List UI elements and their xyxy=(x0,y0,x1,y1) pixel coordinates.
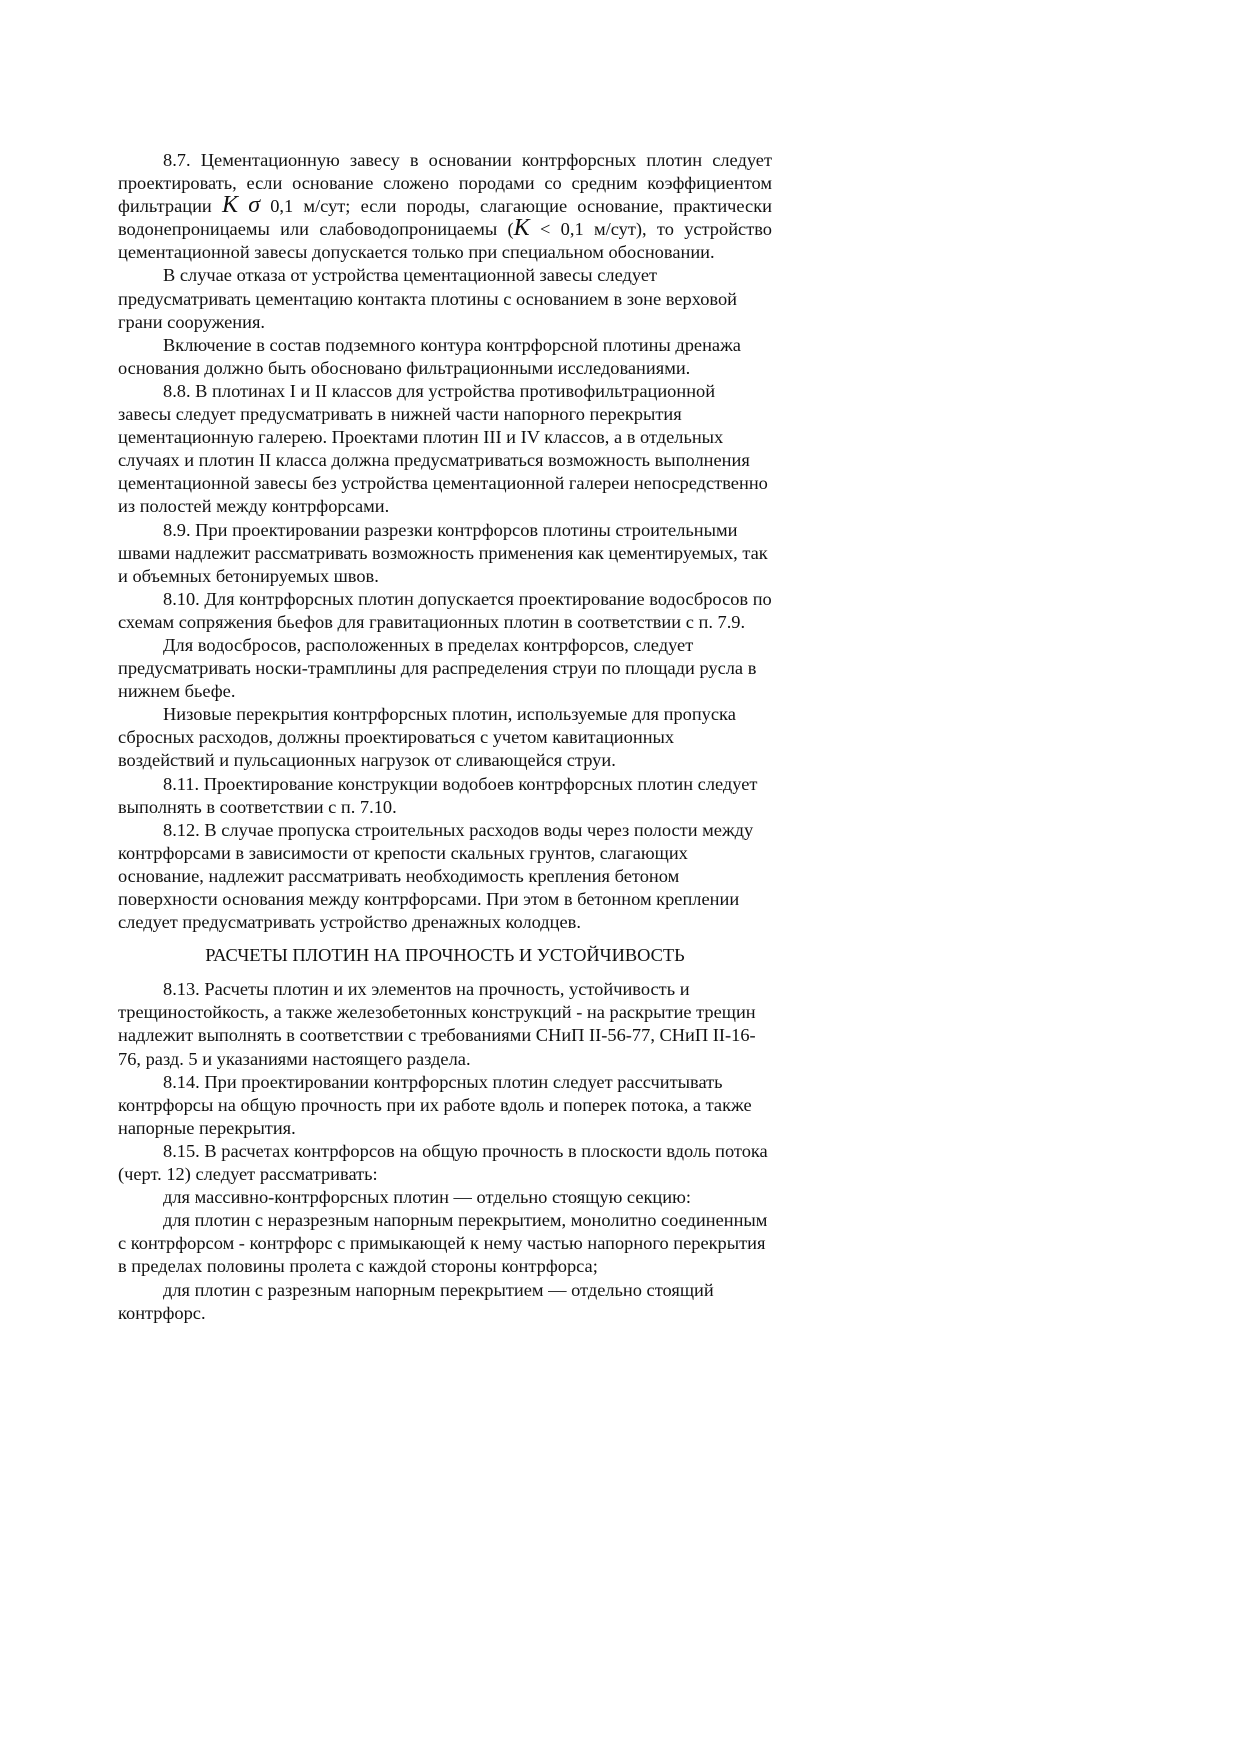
paragraph-drainage: Включение в состав подземного контура контрфорсной плотины дренажа основания должно быть обосновано фильтрационными исследованиями. xyxy=(118,334,741,378)
paragraph-8-13: 8.13. Расчеты плотин и их элементов на прочность, устойчивость и трещиностойкость, а также железобетонных конструкций - на раскрытие трещин надлежит выполнять в соответствии с требованиями СНиП II-56-77, СНиП II-16-76, разд. 5 и указаниями настоящего раздела. xyxy=(118,979,756,1069)
section-heading: РАСЧЕТЫ ПЛОТИН НА ПРОЧНОСТЬ И УСТОЙЧИВОСТЬ xyxy=(205,945,685,966)
paragraph-8-7-text-1: 8.7. Цементационную завесу в основании контрфорсных плотин следует проектировать, если основание сложено породами со средним коэффициентом фильтрации xyxy=(118,150,772,217)
paragraph-8-8: 8.8. В плотинах I и II классов для устройства противофильтрационной завесы следует предусматривать в нижней части напорного перекрытия цементационную галерею. Проектами плотин III и IV классов, а в отдельных случаях и плотин II класса должна предусматриваться возможность выполнения цементационной завесы без устройства цементационной галереи непосредственно из полостей между контрфорсами. xyxy=(118,380,768,517)
paragraph-8-14: 8.14. При проектировании контрфорсных плотин следует рассчитывать контрфорсы на общую прочность при их работе вдоль и поперек потока, а также напорные перекрытия. xyxy=(118,1071,752,1138)
paragraph-8-11: 8.11. Проектирование конструкции водобоев контрфорсных плотин следует выполнять в соответствии с п. 7.10. xyxy=(118,773,758,817)
coefficient-k-symbol-2: K xyxy=(513,215,530,242)
paragraph-8-9: 8.9. При проектировании разрезки контрфорсов плотины строительными швами надлежит рассматривать возможность применения как цементируемых, так и объемных бетонируемых швов. xyxy=(118,519,768,586)
paragraph-spillways: Для водосбросов, расположенных в пределах контрфорсов, следует предусматривать носки-трамплины для распределения струи по площади русла в нижнем бьефе. xyxy=(118,634,757,702)
document-body xyxy=(118,149,772,1325)
paragraph-8-12: 8.12. В случае пропуска строительных расходов воды через полости между контрфорсами в зависимости от крепости скальных грунтов, слагающих основание, надлежит рассматривать необходимость крепления бетоном поверхности основания между контрфорсами. При этом в бетонном креплении следует предусматривать устройство дренажных колодцев. xyxy=(118,819,754,933)
paragraph-8-10: 8.10. Для контрфорсных плотин допускается проектирование водосбросов по схемам сопряжения бьефов для гравитационных плотин в соответствии с п. 7.9. xyxy=(118,588,772,632)
paragraph-8-7-text-3: < 0,1 м/сут), то устройство цементационной завесы допускается только при специальном обосновании. xyxy=(118,219,772,263)
paragraph-massive-buttress: для массивно-контрфорсных плотин — отдельно стоящую секцию: xyxy=(163,1187,691,1208)
paragraph-continuous-deck: для плотин с неразрезным напорным перекрытием, монолитно соединенным с контрфорсом - контрфорс с примыкающей к нему частью напорного перекрытия в пределах половины пролета с каждой стороны контрфорса; xyxy=(118,1210,768,1277)
paragraph-downstream-slabs: Низовые перекрытия контрфорсных плотин, используемые для пропуска сбросных расходов, должны проектироваться с учетом кавитационных воздействий и пульсационных нагрузок от сливающейся струи. xyxy=(118,704,736,771)
paragraph-8-7 xyxy=(118,149,772,264)
paragraph-grout-refusal: В случае отказа от устройства цементационной завесы следует предусматривать цементацию контакта плотины с основанием в зоне верховой грани сооружения. xyxy=(118,265,737,332)
coefficient-k-symbol: K xyxy=(221,192,238,219)
sigma-symbol: σ xyxy=(248,192,261,219)
paragraph-8-15: 8.15. В расчетах контрфорсов на общую прочность в плоскости вдоль потока (черт. 12) следует рассматривать: xyxy=(118,1140,768,1185)
paragraph-8-7-text-2: 0,1 м/сут; если породы, слагающие основание, практически водонепроницаемы или слабоводопроницаемы ( xyxy=(118,196,772,240)
paragraph-split-deck: для плотин с разрезным напорным перекрытием — отдельно стоящий контрфорс. xyxy=(118,1279,714,1323)
